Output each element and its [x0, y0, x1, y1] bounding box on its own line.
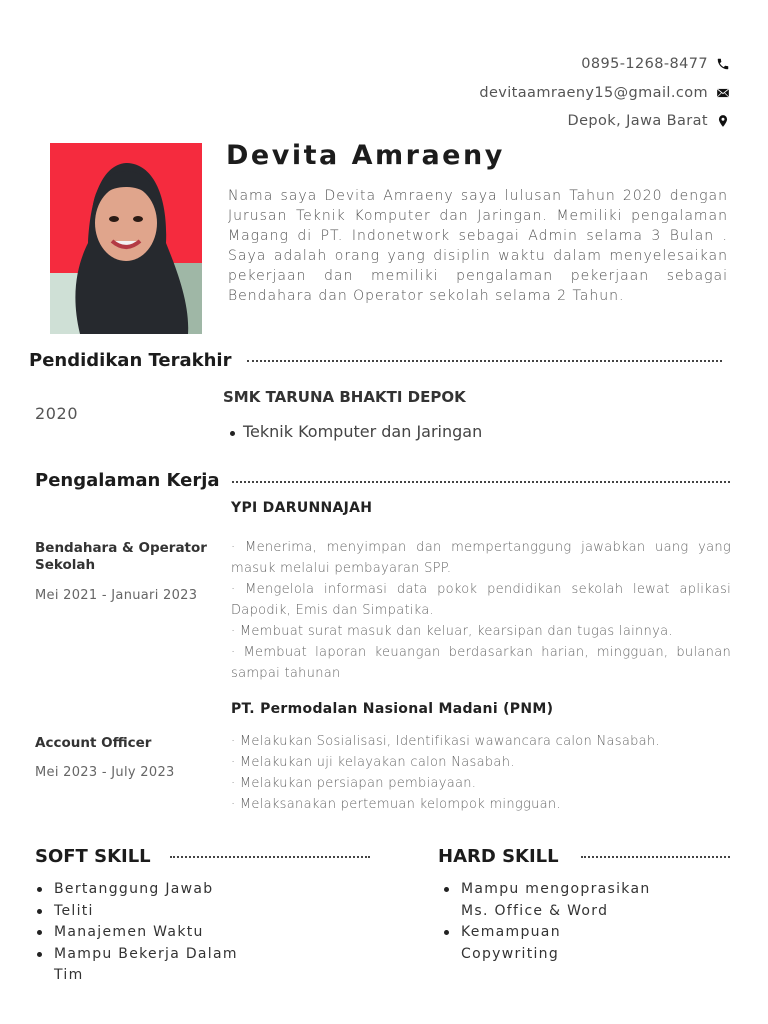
contact-location [568, 113, 730, 129]
skill-text: Kemampuan Copywriting [461, 924, 561, 962]
bullet-icon [37, 952, 42, 957]
hard-skill-divider [581, 856, 730, 858]
education-divider [247, 360, 722, 362]
bullet-icon [444, 887, 449, 892]
phone-number[interactable]: 0895-1268-8477 [581, 56, 708, 72]
duty-item: · Membuat laporan keuangan berdasarkan harian, mingguan, bulanan sampai tahunan [231, 645, 731, 681]
soft-skill-heading: SOFT SKILL [35, 846, 151, 867]
soft-skill-list [37, 879, 247, 987]
bullet-icon [37, 887, 42, 892]
hard-skill-heading: HARD SKILL [438, 846, 559, 867]
duty-item: · Membuat surat masuk dan keluar, kearsipan dan tugas lainnya. [231, 624, 673, 639]
duty-item: · Menerima, menyimpan dan mempertanggung jawabkan uang yang masuk melalui pembayaran SPP. [231, 540, 731, 576]
location-text: Depok, Jawa Barat [567, 113, 708, 129]
list-item [37, 922, 247, 944]
job-duties [231, 537, 731, 684]
profile-photo-illustration [50, 143, 202, 334]
email-address[interactable]: devitaamraeny15@gmail.com [479, 85, 708, 101]
bullet-icon [230, 431, 235, 436]
duty-item: · Melaksanakan pertemuan kelompok mingguan. [231, 797, 561, 812]
list-item [37, 944, 247, 987]
job-company: PT. Permodalan Nasional Madani (PNM) [231, 701, 554, 717]
bullet-icon [37, 930, 42, 935]
list-item [37, 901, 247, 923]
phone-icon [716, 57, 730, 71]
hard-skill-list [444, 879, 659, 965]
school-name: SMK TARUNA BHAKTI DEPOK [223, 388, 466, 406]
bullet-icon [444, 930, 449, 935]
profile-photo [50, 143, 202, 334]
major-text: Teknik Komputer dan Jaringan [243, 422, 483, 441]
list-item [37, 879, 247, 901]
duty-item: · Melakukan uji kelayakan calon Nasabah. [231, 755, 515, 770]
duty-item: · Mengelola informasi data pokok pendidikan sekolah lewat aplikasi Dapodik, Emis dan Simpatika. [231, 582, 731, 618]
map-pin-icon [716, 114, 730, 128]
experience-divider [232, 481, 730, 483]
skill-text: Teliti [54, 902, 94, 919]
list-item [444, 922, 659, 965]
contact-phone[interactable] [581, 56, 730, 72]
person-name: Devita Amraeny [226, 140, 505, 171]
experience-heading: Pengalaman Kerja [35, 470, 220, 491]
bullet-icon [37, 909, 42, 914]
envelope-icon [716, 86, 730, 100]
skill-text: Mampu Bekerja Dalam Tim [54, 945, 238, 983]
about-text: Nama saya Devita Amraeny saya lulusan Tahun 2020 dengan Jurusan Teknik Komputer dan Jaringan. Memiliki pengalaman Magang di PT. Indonetwork sebagai Admin selama 3 Bulan . Saya adalah orang yang disiplin waktu dalam menyelesaikan pekerjaan dan memiliki pengalaman pekerjaan sebagai Bendahara dan Operator sekolah selama 2 Tahun. [228, 188, 728, 304]
education-major [230, 422, 482, 441]
job-period: Mei 2021 - Januari 2023 [35, 588, 198, 603]
skill-text: Mampu mengoprasikan Ms. Office & Word [461, 881, 651, 919]
contact-email[interactable] [479, 85, 730, 101]
duty-item: · Melakukan persiapan pembiayaan. [231, 776, 477, 791]
job-company: YPI DARUNNAJAH [231, 500, 373, 516]
job-role: Account Officer [35, 735, 152, 751]
job-period: Mei 2023 - July 2023 [35, 765, 175, 780]
job-duties [231, 731, 731, 815]
duty-item: · Melakukan Sosialisasi, Identifikasi wawancara calon Nasabah. [231, 734, 660, 749]
education-year: 2020 [35, 404, 79, 423]
job-role: Bendahara & Operator Sekolah [35, 540, 207, 573]
skill-text: Bertanggung Jawab [54, 881, 214, 897]
list-item [444, 879, 659, 922]
soft-skill-divider [170, 856, 370, 858]
skill-text: Manajemen Waktu [54, 924, 204, 940]
education-heading: Pendidikan Terakhir [29, 350, 232, 371]
